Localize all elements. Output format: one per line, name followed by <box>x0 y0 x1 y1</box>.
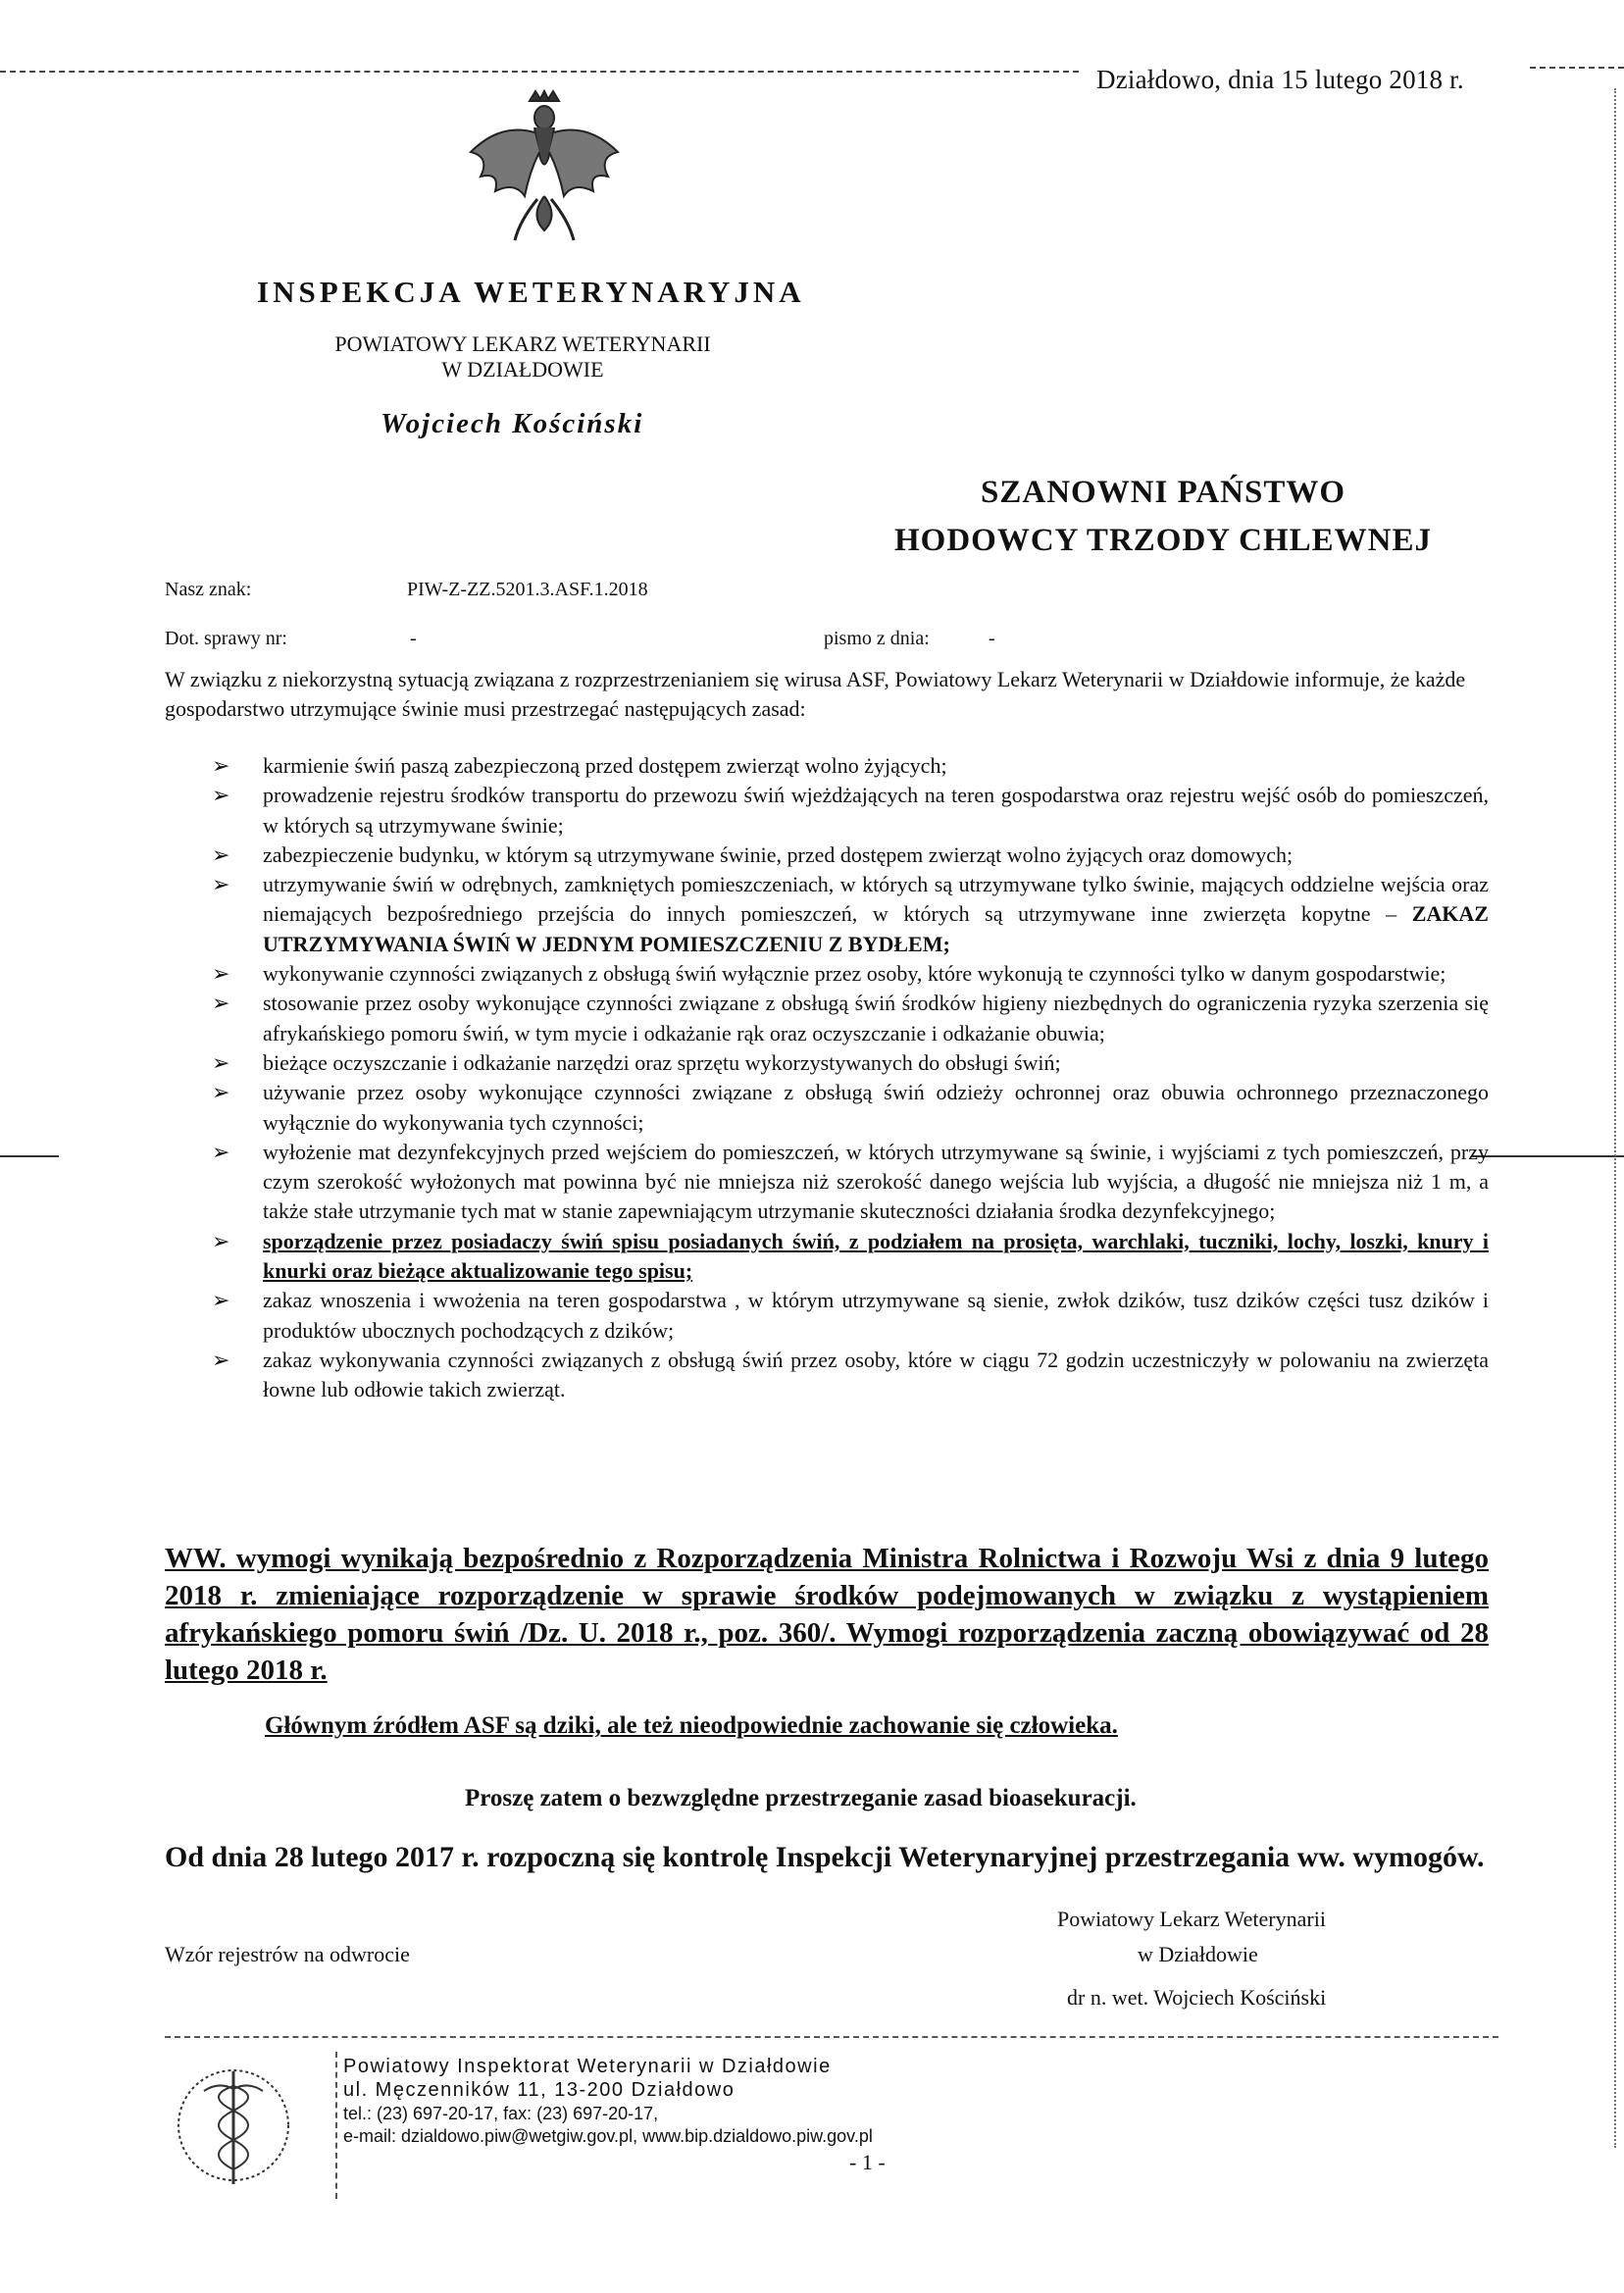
arrow-bullet-icon: ➢ <box>212 1228 230 1253</box>
rules-list <box>165 751 1489 1405</box>
rule-underlined: sporządzenie przez posiadaczy świń spisu posiadanych świń, z podziałem na prosięta, warchlaki, tuczniki, lochy, loszki, knury i knurki oraz bieżące aktualizowanie tego spisu; <box>263 1228 1489 1284</box>
rule-item <box>165 1227 1489 1287</box>
our-sign-label: Nasz znak: <box>165 579 252 600</box>
rule-item <box>165 1138 1489 1227</box>
arrow-bullet-icon: ➢ <box>212 783 230 808</box>
rule-emphasis: ZAKAZ UTRZYMYWANIA ŚWIŃ W JEDNYM POMIESZCZENIU Z BYDŁEM; <box>263 901 1489 956</box>
rule-text: utrzymywanie świń w odrębnych, zamkniętych pomieszczeniach, w których są utrzymywane tylko świnie, mających oddzielne wejścia oraz niemających bezpośredniego przejścia do innych pomieszczeń, w których są utrzymywane inne zwierzęta kopytne – <box>263 872 1489 927</box>
intro-paragraph: W związku z niekorzystną sytuacją związana z rozprzestrzenianiem się wirusa ASF, Powiatowy Lekarz Weterynarii w Działdowie informuje, że każde gospodarstwo utrzymujące świnie musi przestrzegać następujących zasad: <box>165 667 1466 721</box>
arrow-bullet-icon: ➢ <box>212 1288 230 1313</box>
letter-date-value: - <box>989 628 995 649</box>
rule-text: zakaz wnoszenia i wwożenia na teren gospodarstwa , w którym utrzymywane są sienie, zwłok dzików, tusz dzików części tusz dzików i produktów ubocznych pochodzących z dzików; <box>263 1288 1489 1343</box>
page-number: - 1 - <box>849 2150 886 2174</box>
footer-email-web: e-mail: dzialdowo.piw@wetgiw.gov.pl, www.bip.dzialdowo.piw.gov.pl <box>343 2126 873 2146</box>
rule-text: wykonywanie czynności związanych z obsługą świń wyłącznie przez osoby, które wykonują te czynności tylko w danym gospodarstwie; <box>263 961 1446 987</box>
top-dashed-rule-right <box>1530 67 1624 69</box>
rule-text: zakaz wykonywania czynności związanych z obsługą świń przez osoby, które w ciągu 72 godzin uczestniczyły w polowaniu na zwierzęta łowne lub odłowie takich zwierząt. <box>263 1347 1489 1402</box>
rule-text: używanie przez osoby wykonujące czynności związane z obsługą świń odzieży ochronnej oraz obuwia ochronnego przeznaczonego wyłącznie do wykonywania tych czynności; <box>263 1080 1489 1135</box>
rule-text: prowadzenie rejestru środków transportu do przewozu świń wjeżdżających na teren gospodarstwa oraz rejestru wejść osób do pomieszczeń, w których są utrzymywane świnie; <box>263 783 1489 838</box>
footer-institution: Powiatowy Inspektorat Weterynarii w Działdowie <box>343 2056 832 2077</box>
footer-address: ul. Męczenników 11, 13-200 Działdowo <box>343 2079 736 2101</box>
rule-item <box>165 1078 1489 1138</box>
caduceus-logo-icon <box>175 2052 292 2199</box>
rule-item <box>165 1048 1489 1078</box>
addressee-line2: HODOWCY TRZODY CHLEWNEJ <box>894 523 1433 558</box>
arrow-bullet-icon: ➢ <box>212 991 230 1016</box>
signature-title: Powiatowy Lekarz Weterynarii <box>1057 1907 1326 1931</box>
office-name-line1: POWIATOWY LEKARZ WETERYNARII <box>334 331 711 356</box>
footer-divider <box>335 2052 337 2199</box>
footer-rule <box>165 2036 1498 2038</box>
rule-text: stosowanie przez osoby wykonujące czynności związane z obsługą świń środków higieny niezbędnych do ograniczenia ryzyka szerzenia się afrykańskiego pomoru świń, w tym mycie i odkażanie rąk oraz oczyszczanie i odkażanie obuwia; <box>263 991 1489 1045</box>
rule-item <box>165 841 1489 870</box>
signature-name: dr n. wet. Wojciech Kościński <box>1067 1985 1327 2010</box>
bioasecurity-request: Proszę zatem o bezwzględne przestrzeganie zasad bioasekuracji. <box>465 1785 1137 1811</box>
control-announcement: Od dnia 28 lutego 2017 r. rozpoczną się kontrolę Inspekcji Weterynaryjnej przestrzegania ww. wymogów. <box>165 1841 1485 1873</box>
polish-eagle-emblem-icon <box>461 83 628 250</box>
rule-item <box>165 989 1489 1048</box>
rule-item <box>165 751 1489 781</box>
organization-title: INSPEKCJA WETERYNARYJNA <box>257 275 805 309</box>
addressee-line1: SZANOWNI PAŃSTWO <box>981 475 1346 510</box>
fold-mark-right <box>1471 1155 1624 1157</box>
our-sign-value: PIW-Z-ZZ.5201.3.ASF.1.2018 <box>407 579 648 600</box>
office-name-line2: W DZIAŁDOWIE <box>441 357 604 382</box>
fold-mark-left <box>0 1155 59 1157</box>
arrow-bullet-icon: ➢ <box>212 961 230 987</box>
letter-date-label: pismo z dnia: <box>824 628 930 649</box>
arrow-bullet-icon: ➢ <box>212 872 230 897</box>
arrow-bullet-icon: ➢ <box>212 1347 230 1372</box>
arrow-bullet-icon: ➢ <box>212 1139 230 1164</box>
rule-item <box>165 1346 1489 1405</box>
rule-item <box>165 870 1489 959</box>
source-note: Głównym źródłem ASF są dziki, ale też nieodpowiednie zachowanie się człowieka. <box>265 1712 1118 1739</box>
rule-item <box>165 959 1489 989</box>
rule-item <box>165 1286 1489 1346</box>
signature-location: w Działdowie <box>1138 1942 1258 1966</box>
registers-note: Wzór rejestrów na odwrocie <box>165 1942 410 1966</box>
arrow-bullet-icon: ➢ <box>212 753 230 778</box>
rule-text: bieżące oczyszczanie i odkażanie narzędzi oraz sprzętu wykorzystywanych do obsługi świń; <box>263 1049 1061 1075</box>
scan-edge <box>1614 88 1616 2148</box>
case-label: Dot. sprawy nr: <box>165 628 287 649</box>
officer-name: Wojciech Kościński <box>381 408 644 439</box>
arrow-bullet-icon: ➢ <box>212 1080 230 1105</box>
case-value: - <box>410 628 417 649</box>
rule-text: zabezpieczenie budynku, w którym są utrzymywane świnie, przed dostępem zwierząt wolno żyjących oraz domowych; <box>263 841 1294 867</box>
arrow-bullet-icon: ➢ <box>212 841 230 867</box>
rule-text: wyłożenie mat dezynfekcyjnych przed wejściem do pomieszczeń, w których utrzymywane są świnie, i wyjściami z tych pomieszczeń, przy czym szerokość wyłożonych mat powinna być nie mniejsza niż szerokość danego wejścia lub wyjścia, a długość nie mniejsza niż 1 m, a także stałe utrzymanie tych mat w stanie zapewniającym utrzymanie skuteczności działania środka dezynfekcyjnego; <box>263 1139 1489 1224</box>
rule-text: karmienie świń paszą zabezpieczoną przed dostępem zwierząt wolno żyjących; <box>263 753 947 778</box>
document-date: Działdowo, dnia 15 lutego 2018 r. <box>1096 65 1464 94</box>
arrow-bullet-icon: ➢ <box>212 1049 230 1075</box>
regulation-paragraph: WW. wymogi wynikają bezpośrednio z Rozporządzenia Ministra Rolnictwa i Rozwoju Wsi z dnia 9 lutego 2018 r. zmieniające rozporządzenie w sprawie środków podejmowanych w związku z wystąpieniem afrykańskiego pomoru świń /Dz. U. 2018 r., poz. 360/. Wymogi rozporządzenia zaczną obowiązywać od 28 lutego 2018 r. <box>165 1543 1489 1686</box>
top-dashed-rule <box>0 71 1079 73</box>
footer-phone: tel.: (23) 697-20-17, fax: (23) 697-20-17, <box>343 2104 659 2123</box>
rule-item <box>165 781 1489 841</box>
